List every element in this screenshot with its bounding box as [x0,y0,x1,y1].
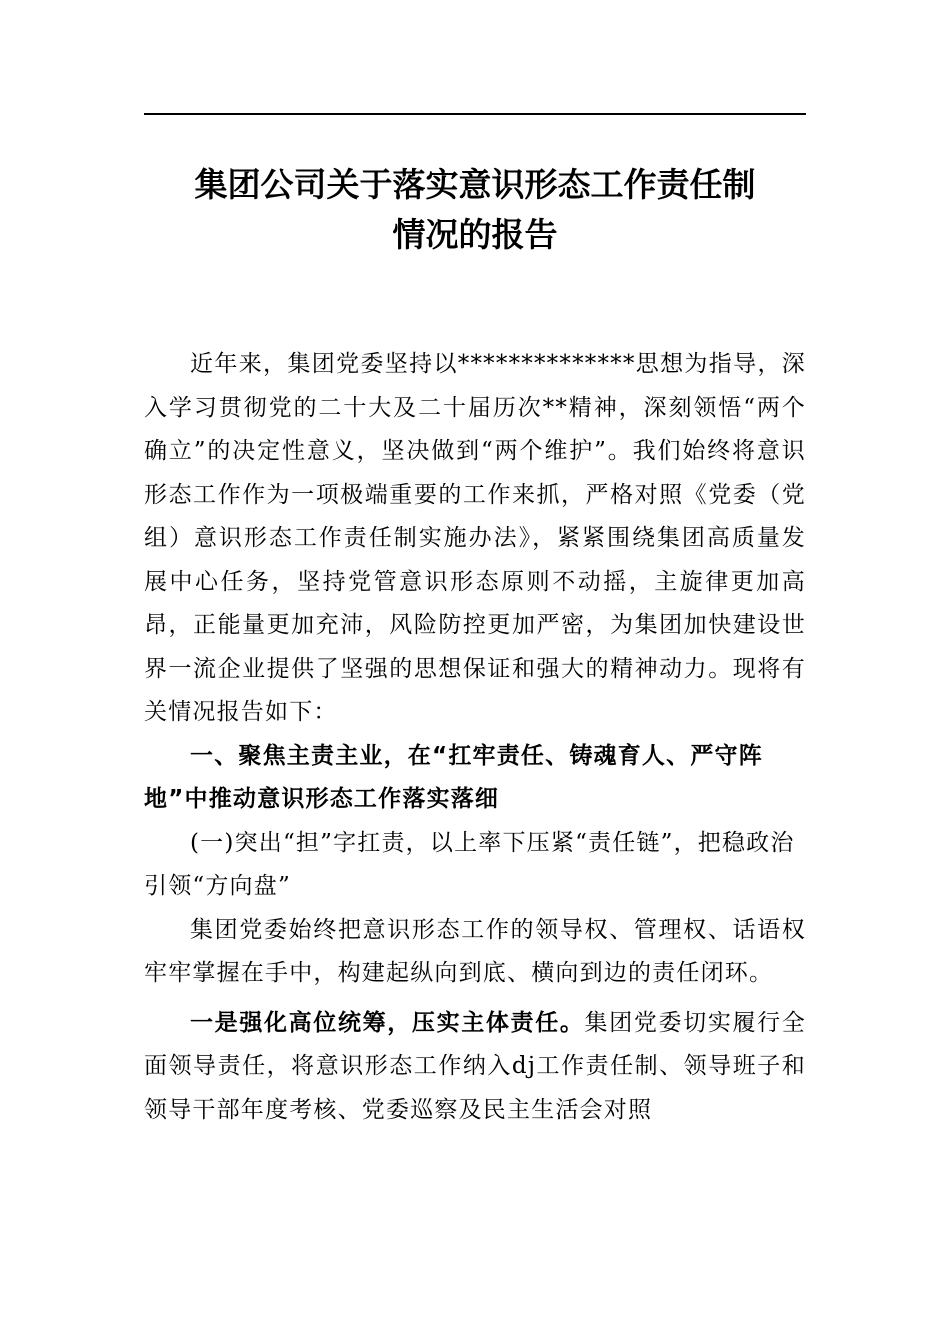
title-line-1: 集团公司关于落实意识形态工作责任制 [194,165,756,204]
point-1-paragraph [144,1002,806,1133]
intro-paragraph: 近年来，集团党委坚持以**************思想为指导，深入学习贯彻党的二十大及二十届历次**精神，深刻领悟“两个确立”的决定性意义，坚决做到“两个维护”。我们始终将意识形态工作作为一项极端重要的工作来抓，严格对照《党委（党组）意识形态工作责任制实施办法》，紧紧围绕集团高质量发展中心任务，坚持党管意识形态原则不动摇，主旋律更加高昂，正能量更加充沛，风险防控更加严密，为集团加快建设世界一流企业提供了坚强的思想保证和强大的精神动力。现将有关情况报告如下： [144,351,806,725]
document-body [144,343,806,1132]
subsection-1-paragraph: 集团党委始终把意识形态工作的领导权、管理权、话语权牢牢掌握在手中，构建起纵向到底、横向到边的责任闭环。 [144,916,806,986]
point-1-lead: 一是强化高位统筹，压实主体责任。 [190,1009,585,1036]
document-title [144,160,806,260]
point-1-text: 集团党委切实履行全面领导责任，将意识形态工作纳入dj工作责任制、领导班子和领导干部年度考核、党委巡察及民主生活会对照 [144,1009,806,1123]
section-1-heading: 一、聚焦主责主业，在“扛牢责任、铸魂育人、严守阵地”中推动意识形态工作落实落细 [144,742,763,812]
subsection-1-heading: (一)突出“担”字扛责，以上率下压紧“责任链”，把稳政治引领“方向盘” [144,829,795,899]
header-rule [144,113,806,115]
title-line-2: 情况的报告 [392,215,558,254]
